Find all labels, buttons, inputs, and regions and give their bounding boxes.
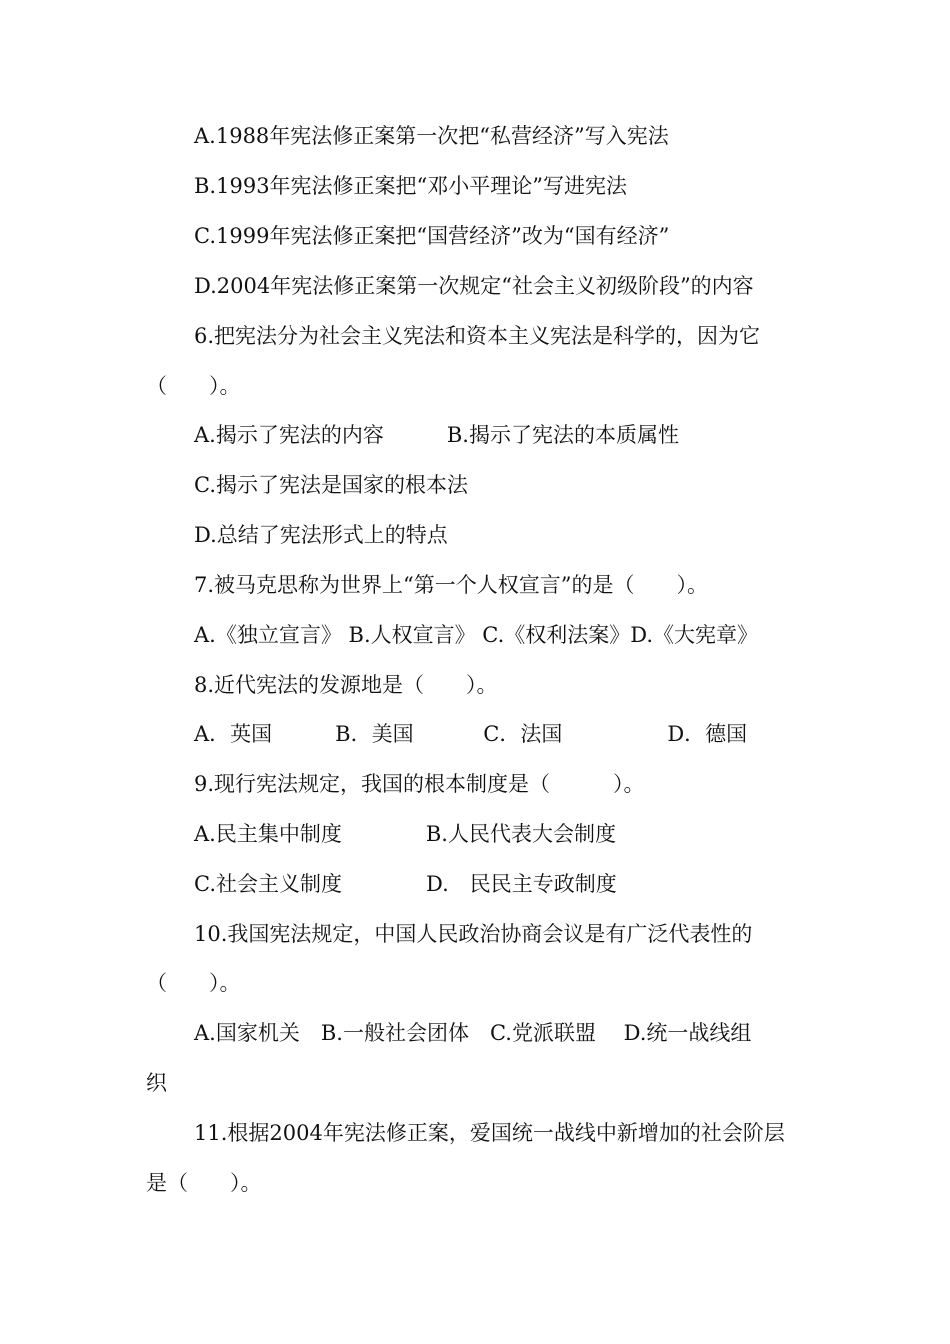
question-11-continuation: 是（ ）。 bbox=[146, 1171, 262, 1195]
question-7: 7.被马克思称为世界上“第一个人权宣言”的是（ ）。 bbox=[194, 573, 709, 597]
options-q10-continuation: 织 bbox=[146, 1071, 167, 1095]
option-c-q5: C.1999年宪法修正案把“国营经济”改为“国有经济” bbox=[194, 224, 670, 248]
option-d-q6: D.总结了宪法形式上的特点 bbox=[194, 523, 448, 547]
options-cd-q9: C.社会主义制度 D. 民民主专政制度 bbox=[194, 872, 617, 896]
options-ab-q9: A.民主集中制度 B.人民代表大会制度 bbox=[194, 822, 616, 846]
options-q7: A.《独立宣言》 B.人权宣言》 C.《权利法案》D.《大宪章》 bbox=[194, 623, 759, 647]
option-c-q6: C.揭示了宪法是国家的根本法 bbox=[194, 473, 468, 497]
question-11: 11.根据2004年宪法修正案，爱国统一战线中新增加的社会阶层 bbox=[194, 1121, 785, 1145]
options-q10: A.国家机关 B.一般社会团体 C.党派联盟 D.统一战线组 bbox=[194, 1021, 752, 1045]
question-10: 10.我国宪法规定，中国人民政治协商会议是有广泛代表性的 bbox=[194, 922, 753, 946]
question-6: 6.把宪法分为社会主义宪法和资本主义宪法是科学的，因为它 bbox=[194, 324, 761, 348]
option-a-q5: A.1988年宪法修正案第一次把“私营经济”写入宪法 bbox=[194, 124, 669, 148]
option-d-q5: D.2004年宪法修正案第一次规定“社会主义初级阶段”的内容 bbox=[194, 274, 754, 298]
options-ab-q6: A.揭示了宪法的内容 B.揭示了宪法的本质属性 bbox=[194, 423, 679, 447]
question-6-continuation: （ ）。 bbox=[146, 374, 241, 398]
options-q8: A．英国 B．美国 C．法国 D．德国 bbox=[194, 722, 748, 746]
question-10-continuation: （ ）。 bbox=[146, 971, 241, 995]
question-9: 9.现行宪法规定，我国的根本制度是（ ）。 bbox=[194, 772, 645, 796]
option-b-q5: B.1993年宪法修正案把“邓小平理论”写进宪法 bbox=[194, 174, 628, 198]
question-8: 8.近代宪法的发源地是（ ）。 bbox=[194, 673, 498, 697]
